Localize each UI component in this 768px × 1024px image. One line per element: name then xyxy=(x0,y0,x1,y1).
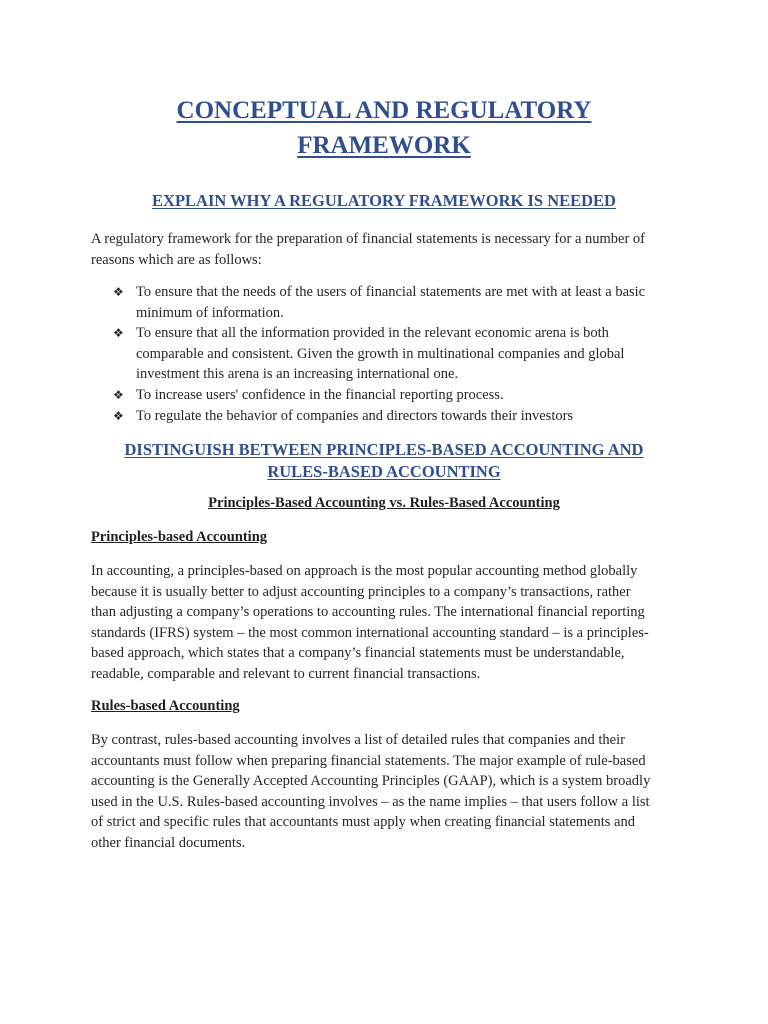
diamond-bullet-icon: ❖ xyxy=(113,285,124,299)
list-item: ❖ To increase users' confidence in the financial reporting process. xyxy=(91,385,691,406)
list-item: ❖ To ensure that the needs of the users of financial statements are met with at least a basic minimum of information. xyxy=(113,284,646,321)
diamond-bullet-icon: ❖ xyxy=(113,326,124,341)
title-line-1: CONCEPTUAL AND REGULATORY xyxy=(176,97,592,124)
rules-paragraph: By contrast, rules-based accounting involves a list of detailed rules that companies and their accountants must follow when preparing financial statements. The major example of rule-based accounting is the Generally Accepted Accounting Principles (GAAP), which is a system broadly used in the U.S. Rules-based accounting involves – as the name implies – that users follow a list of strict and specific rules that accountants must apply when creating financial statements and other financial documents. xyxy=(91,732,651,851)
rules-heading: Rules-based Accounting xyxy=(91,698,240,714)
intro-paragraph: A regulatory framework for the preparation of financial statements is necessary for a number of reasons which are as follows: xyxy=(91,231,646,268)
comparison-subheading: Principles-Based Accounting vs. Rules-Based Accounting xyxy=(208,495,560,511)
list-item: ❖ To ensure that all the information provided in the relevant economic arena is both comparable and consistent. Given the growth in multinational companies and global investment this arena is an increasing international one. xyxy=(113,325,625,383)
principles-heading: Principles-based Accounting xyxy=(91,529,268,545)
title-line-2: FRAMEWORK xyxy=(297,132,471,159)
list-item: ❖ To regulate the behavior of companies and directors towards their investors xyxy=(91,406,691,427)
section-heading-principles-vs-rules: DISTINGUISH BETWEEN PRINCIPLES-BASED ACCOUNTING AND RULES-BASED ACCOUNTING xyxy=(124,440,644,481)
document-title xyxy=(0,93,768,163)
reasons-list xyxy=(91,282,691,426)
diamond-bullet-icon: ❖ xyxy=(113,387,124,402)
principles-paragraph: In accounting, a principles-based on approach is the most popular accounting method globally because it is usually better to adjust accounting principles to a company’s transactions, rather than adjusting a company’s operations to accounting rules. The international financial reporting standards (IFRS) system – the most common international accounting standard – is a principles- based approach, which states that a company’s financial statements must be understandable, readable, comparable and relevant to current financial transactions. xyxy=(91,563,649,682)
diamond-bullet-icon: ❖ xyxy=(113,408,124,423)
section-heading-regulatory-need: EXPLAIN WHY A REGULATORY FRAMEWORK IS NEEDED xyxy=(152,191,616,210)
